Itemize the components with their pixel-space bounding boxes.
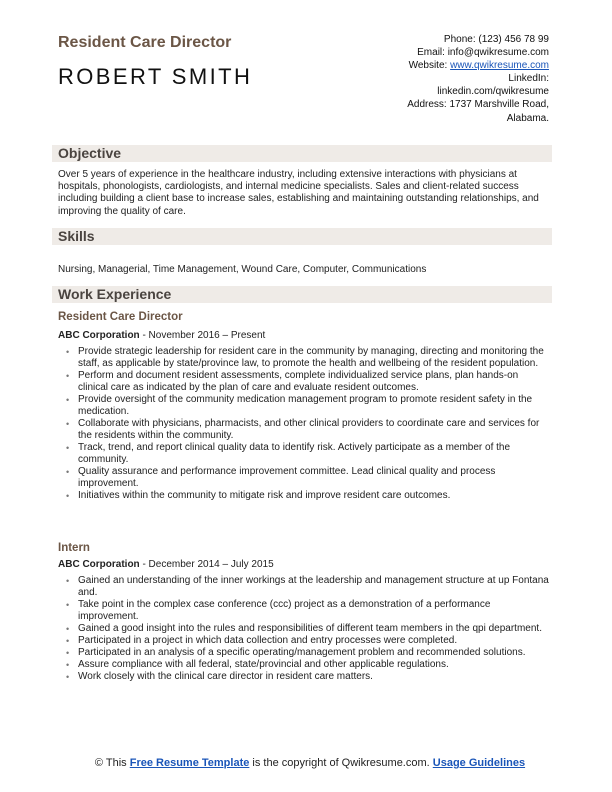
list-item: • Assure compliance with all federal, state/provincial and other applicable regulations. xyxy=(66,659,550,671)
list-item: • Quality assurance and performance improvement committee. Lead clinical quality and process improvement. xyxy=(66,466,550,490)
list-item: • Initiatives within the community to mitigate risk and improve resident care outcomes. xyxy=(66,490,550,502)
job-1-title: Resident Care Director xyxy=(58,311,183,323)
section-skills-heading: Skills xyxy=(58,228,95,244)
footer-middle: is the copyright of Qwikresume.com. xyxy=(249,757,433,769)
skills-text: Nursing, Managerial, Time Management, Wound Care, Computer, Communications xyxy=(58,264,427,275)
list-item: • Provide oversight of the community medication management program to promote resident safety in the medication. xyxy=(66,394,550,418)
section-objective-heading: Objective xyxy=(58,145,122,161)
list-item: • Take point in the complex case conference (ccc) project as a demonstration of a performance improvement. xyxy=(66,599,550,623)
contact-phone: Phone: (123) 456 78 99 xyxy=(443,34,549,45)
job-1-company-line xyxy=(58,330,265,341)
list-item: • Gained a good insight into the rules and responsibilities of different team members in the qpi department. xyxy=(66,623,550,635)
list-item: • Track, trend, and report clinical quality data to identify risk. Actively participate as a member of the community. xyxy=(66,442,550,466)
job-1-dates: - November 2016 – Present xyxy=(139,330,266,341)
section-skills xyxy=(52,228,552,245)
contact-linkedin-label: LinkedIn: xyxy=(508,73,549,85)
list-item: • Gained an understanding of the inner workings at the leadership and management structure at up Fontana and. xyxy=(66,575,550,599)
contact-website xyxy=(309,59,549,72)
job-2-company-line xyxy=(58,559,274,570)
website-label: Website: xyxy=(408,60,451,72)
usage-guidelines-link[interactable]: Usage Guidelines xyxy=(432,757,526,769)
footer-prefix: © This xyxy=(94,757,130,769)
contact-email: Email: info@qwikresume.com xyxy=(417,47,549,59)
free-resume-template-link[interactable]: Free Resume Template xyxy=(129,757,250,769)
resume-name: ROBERT SMITH xyxy=(58,64,253,89)
contact-address-line1: Address: 1737 Marshville Road, xyxy=(407,99,549,111)
list-item: • Perform and document resident assessments, complete individualized service plans, plan hands-on clinical care as indicated by the plan of care and evaluate resident outcomes. xyxy=(66,370,550,394)
section-objective xyxy=(52,145,552,162)
contact-linkedin-value: linkedin.com/qwikresume xyxy=(437,86,549,98)
section-work xyxy=(52,286,552,303)
objective-text: Over 5 years of experience in the healthcare industry, including extensive interactions with physicians at hospitals, phonologists, cardiologists, and internal medicine specialists. Sales and client-related success including building a client base to increase sales, establishing and maintaining outstanding relationships, and improving the quality of care. xyxy=(58,169,539,217)
job-2-company: ABC Corporation xyxy=(58,559,140,570)
section-work-heading: Work Experience xyxy=(58,286,172,302)
resume-job-title: Resident Care Director xyxy=(58,34,232,51)
job-1-company: ABC Corporation xyxy=(58,330,140,341)
list-item: • Collaborate with physicians, pharmacists, and other clinical providers to coordinate care and services for the residents within the community. xyxy=(66,418,550,442)
contact-block xyxy=(309,33,549,125)
job-2-dates: - December 2014 – July 2015 xyxy=(139,559,274,570)
job-2-bullets xyxy=(66,575,550,683)
website-link[interactable]: www.qwikresume.com xyxy=(450,60,549,72)
list-item: • Participated in a project in which data collection and entry processes were completed. xyxy=(66,635,550,647)
list-item: • Participated in an analysis of a specific operating/management problem and recommended solutions. xyxy=(66,647,550,659)
list-item: • Work closely with the clinical care director in resident care matters. xyxy=(66,671,550,683)
job-2-title: Intern xyxy=(58,542,90,554)
footer xyxy=(80,757,540,770)
job-1-bullets xyxy=(66,346,550,502)
list-item: • Provide strategic leadership for resident care in the community by managing, directing and monitoring the staff, as applicable by state/province law, to promote the health and wellbeing of the resident population. xyxy=(66,346,550,370)
contact-address-line2: Alabama. xyxy=(506,112,549,124)
